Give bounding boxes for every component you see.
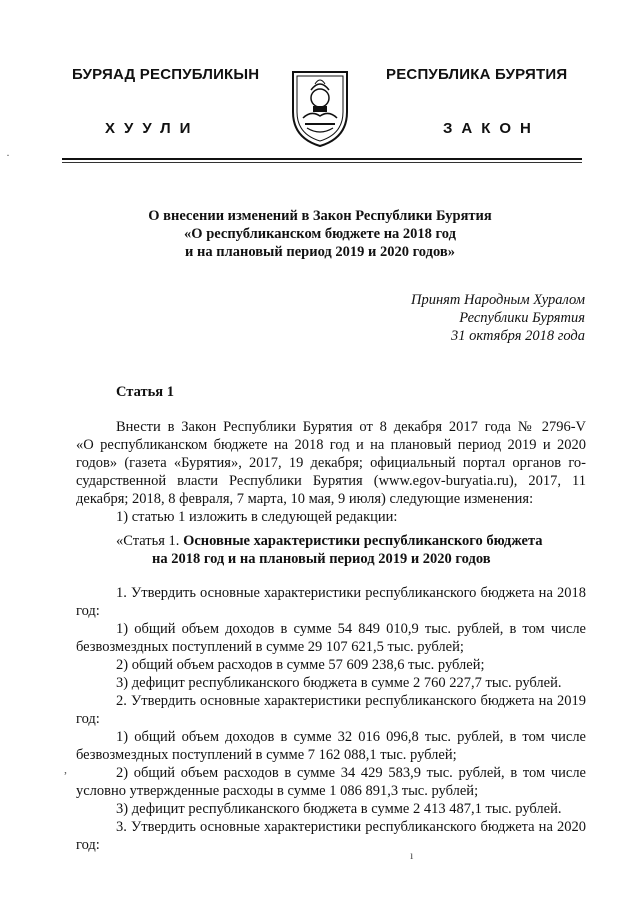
body-line: 2) общий объем расходов в сумме 34 429 583,9 тыс. рублей, в том числе <box>116 765 586 781</box>
body-line: 2) общий объем расходов в сумме 57 609 238,6 тыс. рублей; <box>116 657 485 673</box>
body-line: 1. Утвердить основные характеристики республиканского бюджета на 2018 <box>116 585 586 601</box>
body-line: 3) дефицит республиканского бюджета в сумме 2 413 487,1 тыс. рублей. <box>116 801 562 817</box>
body-line: 2. Утвердить основные характеристики республиканского бюджета на 2019 <box>116 693 586 709</box>
scan-mark: · <box>6 148 10 162</box>
new-article-heading <box>116 532 543 568</box>
header-rule-thin <box>62 162 582 163</box>
intro-line: сударственной власти Республики Бурятия (www.egov-buryatia.ru), 2017, 11 <box>76 473 586 489</box>
body-line: 1) общий объем доходов в сумме 32 016 096,8 тыс. рублей, в том числе <box>116 729 586 745</box>
intro-line: годов» (газета «Бурятия», 2017, 19 декабря; официальный портал органов го- <box>76 455 586 471</box>
adoption-line1: Принят Народным Хуралом <box>410 292 585 308</box>
body-line: год: <box>76 837 100 853</box>
article-intro <box>76 418 586 526</box>
new-article-prefix: «Статья 1. <box>116 533 184 549</box>
law-title <box>0 207 640 261</box>
scan-mark: , <box>64 762 67 776</box>
new-article-title-line2: на 2018 год и на плановый период 2019 и 2020 годов <box>152 551 491 567</box>
intro-line: Внести в Закон Республики Бурятия от 8 декабря 2017 года № 2796-V <box>116 419 586 435</box>
article-heading: Статья 1 <box>116 384 174 400</box>
header-left-line1: БУРЯАД РЕСПУБЛИКЫН <box>72 66 260 83</box>
header-rule-thick <box>62 158 582 160</box>
header-right-line1: РЕСПУБЛИКА БУРЯТИЯ <box>386 66 568 83</box>
body-line: 3. Утвердить основные характеристики республиканского бюджета на 2020 <box>116 819 586 835</box>
intro-item1: 1) статью 1 изложить в следующей редакции: <box>116 509 398 525</box>
scan-mark: ı <box>410 848 414 862</box>
body-line: год: <box>76 603 100 619</box>
adoption-note <box>411 291 585 345</box>
body-line: год: <box>76 711 100 727</box>
law-title-line1: О внесении изменений в Закон Республики Бурятия <box>148 208 492 224</box>
body-line: 1) общий объем доходов в сумме 54 849 010,9 тыс. рублей, в том числе <box>116 621 586 637</box>
body-line: безвозмездных поступлений в сумме 7 162 088,1 тыс. рублей; <box>76 747 457 763</box>
body-line: безвозмездных поступлений в сумме 29 107 621,5 тыс. рублей; <box>76 639 464 655</box>
header-right-line2: ЗАКОН <box>443 120 540 137</box>
header-left-line2: ХУУЛИ <box>105 120 200 137</box>
adoption-line2: Республики Бурятия <box>459 310 585 326</box>
article-body <box>76 584 586 854</box>
coat-of-arms-icon <box>289 68 351 148</box>
law-title-line3: и на плановый период 2019 и 2020 годов» <box>185 244 455 260</box>
body-line: 3) дефицит республиканского бюджета в сумме 2 760 227,7 тыс. рублей. <box>116 675 562 691</box>
intro-line: «О республиканском бюджете на 2018 год и на плановый период 2019 и 2020 <box>76 437 586 453</box>
intro-line: декабря; 2018, 8 февраля, 7 марта, 10 мая, 9 июля) следующие изменения: <box>76 491 534 507</box>
law-title-line2: «О республиканском бюджете на 2018 год <box>184 226 456 242</box>
new-article-title-line1: Основные характеристики республиканского бюджета <box>183 533 543 549</box>
adoption-line3: 31 октября 2018 года <box>451 328 585 344</box>
body-line: условно утвержденные расходы в сумме 1 086 891,3 тыс. рублей; <box>76 783 479 799</box>
